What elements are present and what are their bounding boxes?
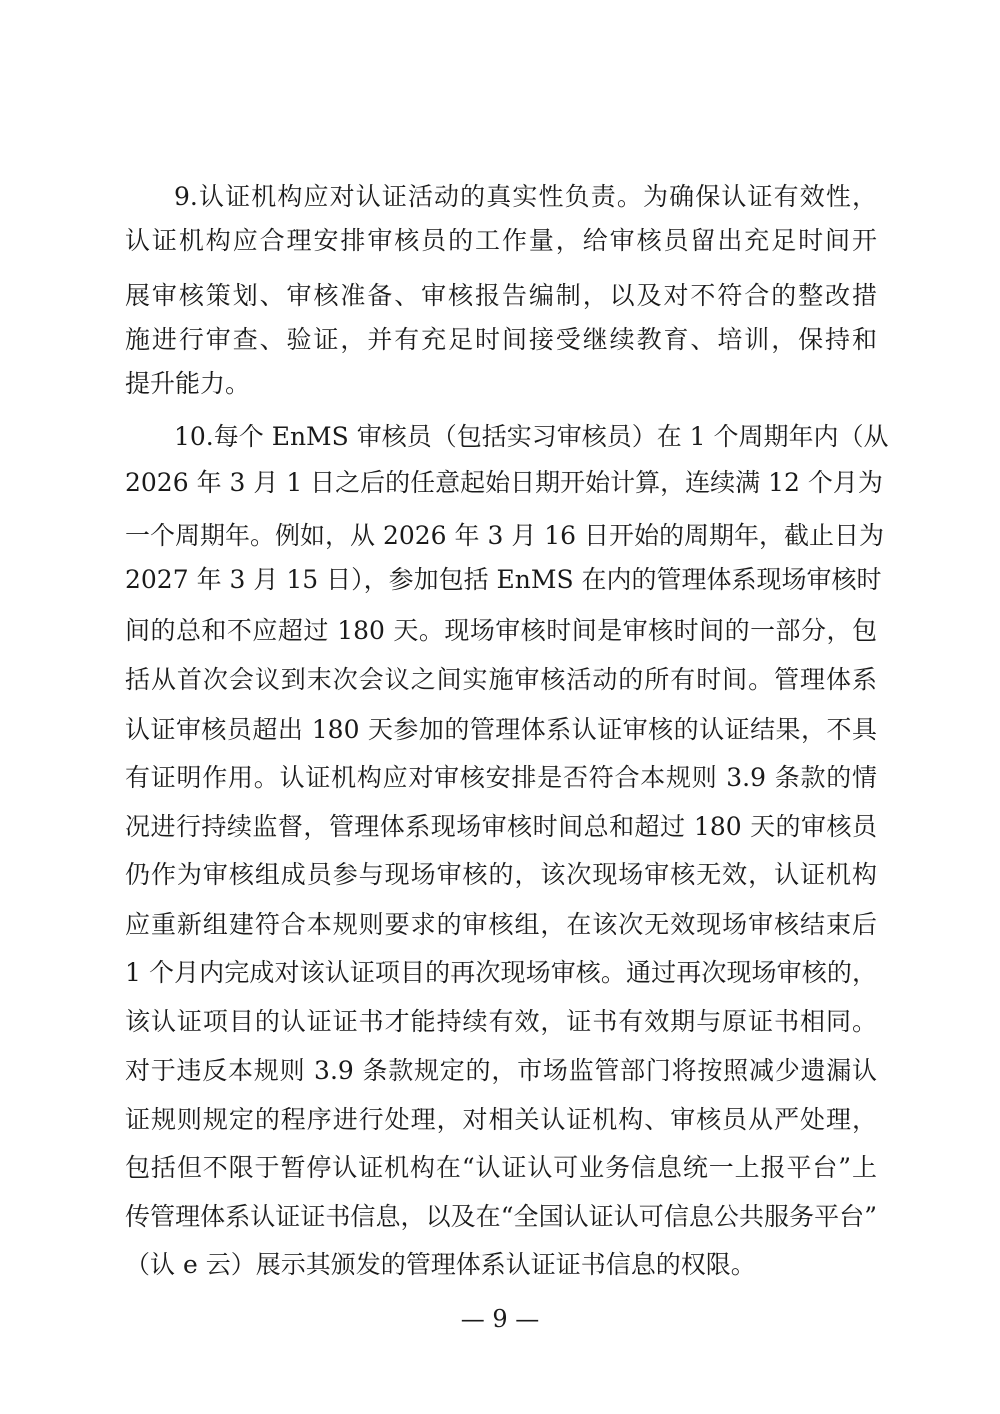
- paragraph-line: 一个周期年。例如，从 2026 年 3 月 16 日开始的周期年，截止日为: [125, 521, 885, 550]
- paragraph-line: （认 e 云）展示其颁发的管理体系认证证书信息的权限。: [125, 1250, 756, 1279]
- paragraph-line: 括从首次会议到末次会议之间实施审核活动的所有时间。管理体系: [125, 665, 877, 694]
- page-number: — 9 —: [460, 1305, 540, 1333]
- paragraph-line: 2027 年 3 月 15 日），参加包括 EnMS 在内的管理体系现场审核时: [125, 565, 882, 594]
- paragraph-line: 10.每个 EnMS 审核员（包括实习审核员）在 1 个周期年内（从: [174, 422, 889, 451]
- paragraph-line: 包括但不限于暂停认证机构在“认证认可业务信息统一上报平台”上: [125, 1153, 877, 1182]
- paragraph-line: 展审核策划、审核准备、审核报告编制，以及对不符合的整改措: [125, 281, 877, 310]
- paragraph-line: 证规则规定的程序进行处理，对相关认证机构、审核员从严处理，: [125, 1105, 877, 1134]
- paragraph-line: 间的总和不应超过 180 天。现场审核时间是审核时间的一部分，包: [125, 616, 877, 645]
- paragraph-line: 该认证项目的认证证书才能持续有效，证书有效期与原证书相同。: [125, 1007, 877, 1036]
- paragraph-line: 9.认证机构应对认证活动的真实性负责。为确保认证有效性，: [174, 182, 877, 211]
- paragraph-line: 仍作为审核组成员参与现场审核的，该次现场审核无效，认证机构: [125, 860, 877, 889]
- paragraph-line: 认证机构应合理安排审核员的工作量，给审核员留出充足时间开: [125, 226, 877, 255]
- paragraph-line: 有证明作用。认证机构应对审核安排是否符合本规则 3.9 条款的情: [125, 763, 877, 792]
- paragraph-line: 施进行审查、验证，并有充足时间接受继续教育、培训，保持和: [125, 325, 877, 354]
- paragraph-line: 1 个月内完成对该认证项目的再次现场审核。通过再次现场审核的，: [125, 958, 877, 987]
- paragraph-line: 认证审核员超出 180 天参加的管理体系认证审核的认证结果，不具: [125, 715, 877, 744]
- paragraph-line: 对于违反本规则 3.9 条款规定的，市场监管部门将按照减少遗漏认: [125, 1056, 877, 1085]
- paragraph-line: 2026 年 3 月 1 日之后的任意起始日期开始计算，连续满 12 个月为: [125, 468, 883, 497]
- paragraph-line: 提升能力。: [125, 369, 251, 398]
- paragraph-line: 应重新组建符合本规则要求的审核组，在该次无效现场审核结束后: [125, 910, 877, 939]
- paragraph-line: 况进行持续监督，管理体系现场审核时间总和超过 180 天的审核员: [125, 812, 877, 841]
- paragraph-line: 传管理体系认证证书信息，以及在“全国认证认可信息公共服务平台”: [125, 1202, 877, 1231]
